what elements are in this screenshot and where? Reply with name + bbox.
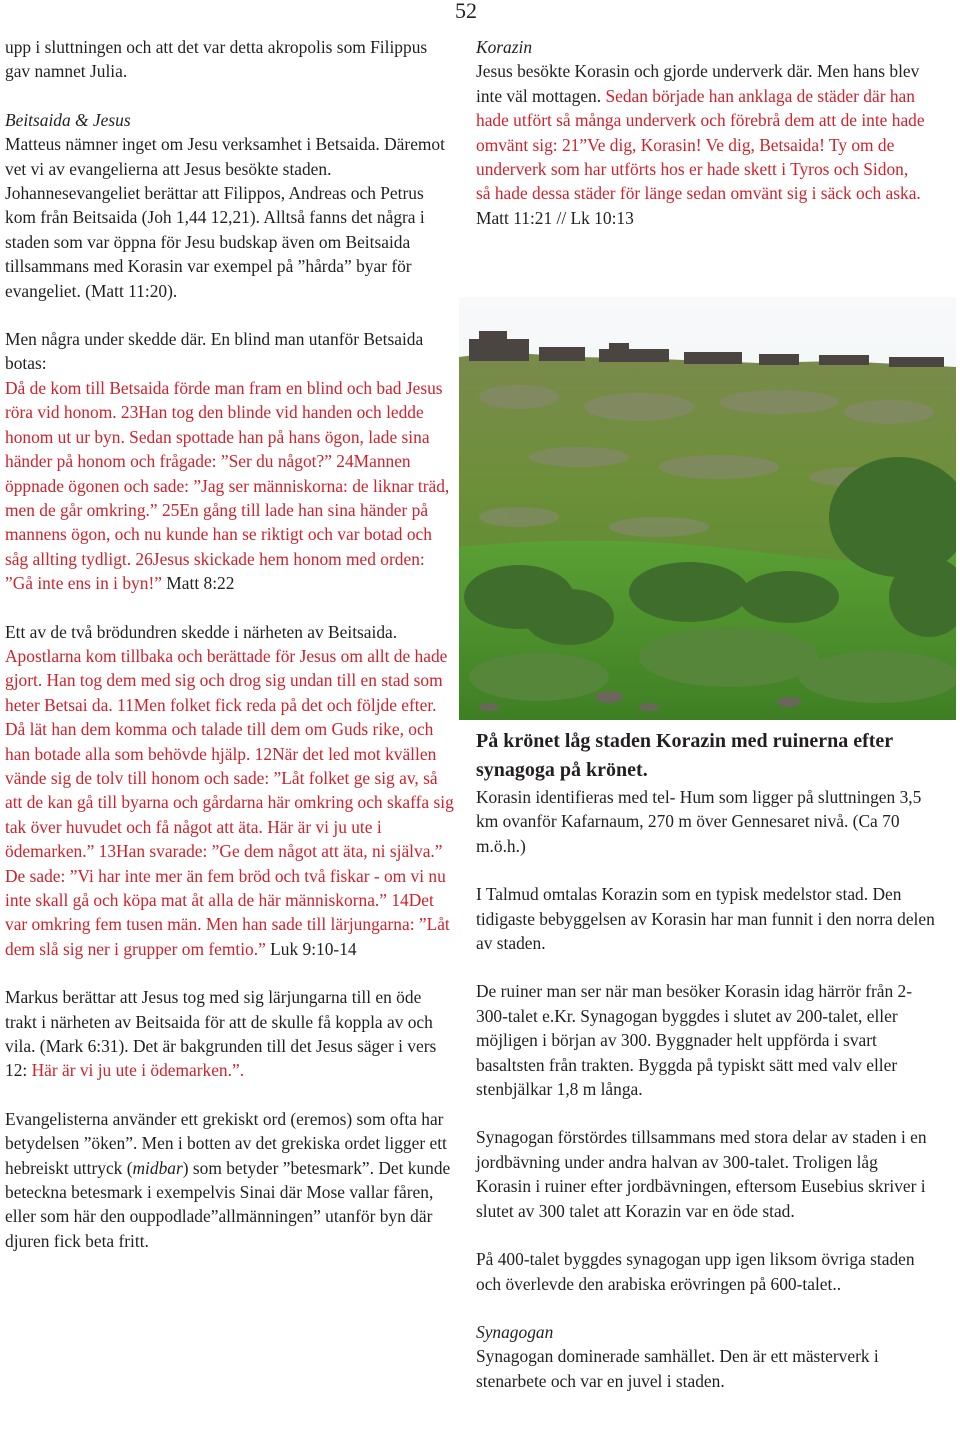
heading-korazin: Korazin xyxy=(476,37,533,57)
quote-wilderness: Här är vi ju ute i ödemarken.”. xyxy=(31,1060,245,1081)
eremos-text-b: ) som betyder ”betesmark”. Det kunde beteckna betesmark i exempelvis Sinai där Mose vallar fåren, eller som här den ouppodlade”allmänningen” utanför byn där djuren fick beta fritt. xyxy=(5,1157,451,1251)
hillside-illustration xyxy=(459,297,956,720)
paragraph-synagogan: Synagogan dominerade samhället. Den är ett mästerverk i stenarbete och var en juvel i staden. xyxy=(476,1346,879,1391)
paragraph-talmud: I Talmud omtalas Korazin som en typisk medelstor stad. Den tidigaste bebyggelsen av Korasin har man funnit i den norra delen av staden. xyxy=(476,884,935,954)
mark-text: Markus berättar att Jesus tog med sig lärjungarna till en öde trakt i närheten av Beitsaida för att de skulle få koppla av och vila. (Mark 6:31). Det är bakgrunden till det Jesus säger i vers 12: xyxy=(5,987,437,1081)
ref-luk-9-10: Luk 9:10-14 xyxy=(265,938,357,959)
paragraph-akropolis: upp i sluttningen och att det var detta akropolis som Filippus gav namnet Julia. xyxy=(5,37,428,82)
eremos-text-a: Evangelisterna använder ett grekiskt ord (eremos) som ofta har betydelsen ”öken”. Men i botten av det grekiska ordet ligger ett hebreiskt uttryck ( xyxy=(5,1108,447,1178)
quote-woe: Sedan började han anklaga de städer där han hade utfört så många underverk och förebrå dem att de inte hade omvänt sig: 21”Ve dig, Korasin! Ve dig, Betsaida! Ty om de underverk som har utförts hos er hade skett i Tyros och Sidon, så hade dessa städer för länge sedan omvänt sig i säck och aska. xyxy=(476,85,925,204)
ref-matt-8-22: Matt 8:22 xyxy=(161,573,235,594)
paragraph-mark xyxy=(5,985,455,1083)
paragraph-ruins: De ruiner man ser när man besöker Korasin idag härrör från 2-300-talet e.Kr. Synagogan byggdes i slutet av 200-talet, eller möjligen i början av 300. Byggnader helt uppförda i svart basaltsten från trakten. Byggda på typiskt sätt med valv eller stenbjälkar 1,8 m långa. xyxy=(476,981,913,1100)
paragraph-eremos xyxy=(5,1107,455,1253)
page-number: 52 xyxy=(455,0,477,23)
right-column-top xyxy=(476,35,926,230)
right-column-bottom xyxy=(476,727,936,1393)
photo-caption: På krönet låg staden Korazin med ruinerna efter synagoga på krönet. xyxy=(476,730,893,781)
paragraph-earthquake: Synagogan förstördes tillsammans med stora delar av staden i en jordbävning under andra halvan av 300-talet. Troligen låg Korasin i ruiner efter jordbävningen, eftersom Eusebius skriver i slutet av 300 talet att Korazin var en öde stad. xyxy=(476,1127,927,1221)
paragraph-beitsaida: Matteus nämner inget om Jesu verksamhet i Betsaida. Däremot vet vi av evangelierna att Jesus besökte staden. Johannesevangeliet berättar att Filippos, Andreas och Petrus kom från Beitsaida (Joh 1,44 12,21). Alltså fanns det några i staden som var öppna för Jesu budskap även om Beitsaida tillsammans med Korasin var exempel på ”hårda” byar för evangeliet. (Matt 11:20). xyxy=(5,134,445,301)
ref-matt-11-21: Matt 11:21 // Lk 10:13 xyxy=(476,207,634,228)
heading-beitsaida: Beitsaida & Jesus xyxy=(5,109,131,130)
paragraph-bread-miracle-lead: Ett av de två brödundren skedde i närheten av Beitsaida. xyxy=(5,621,398,642)
paragraph-blind-man-lead: Men några under skedde där. En blind man utanför Betsaida botas: xyxy=(5,329,424,374)
paragraph-blind-man xyxy=(5,376,455,596)
heading-synagogan: Synagogan xyxy=(476,1321,554,1342)
paragraph-identification: Korasin identifieras med tel- Hum som ligger på sluttningen 3,5 km ovanför Kafarnaum, 270 m över Gennesaret nivå. (Ca 70 m.ö.h.) xyxy=(476,787,922,856)
word-midbar: midbar xyxy=(132,1157,183,1178)
left-column xyxy=(5,35,455,1253)
quote-blind-man: Då de kom till Betsaida förde man fram en blind och bad Jesus röra vid honom. 23Han tog den blinde vid handen och ledde honom ut ur byn. Sedan spottade han på hans ögon, lade sina händer på honom och frågade: ”Ser du något?” 24Mannen öppnade ögonen och sade: ”Jag ser människorna: de liknar träd, men de går omkring.” 25En gång till lade han sina händer på mannens ögon, och nu kunde han se riktigt och var botad och såg allting tydligt. 26Jesus skickade hem honom med orden: ”Gå inte ens in i byn!” xyxy=(5,377,450,594)
paragraph-korazin xyxy=(476,59,926,230)
paragraph-rebuilt: På 400-talet byggdes synagogan upp igen liksom övriga staden och överlevde den arabiska erövringen på 600-talet.. xyxy=(476,1249,915,1294)
korazin-hillside-photo xyxy=(459,297,956,720)
korazin-intro: Jesus besökte Korasin och gjorde underverk där. Men hans blev inte väl mottagen. xyxy=(476,61,920,106)
quote-bread-miracle: Apostlarna kom tillbaka och berättade för Jesus om allt de hade gjort. Han tog dem med sig och drog sig undan till en stad som heter Betsai da. 11Men folket fick reda på det och följde efter. Då lät han dem komma och talade till dem om Guds rike, och han botade alla som behövde hjälp. 12När det led mot kvällen vände sig de tolv till honom och sade: ”Låt folket ge sig av, så att de kan gå till byarna och gårdarna här omkring och skaffa sig tak över huvudet och få något att äta. Här är vi ju ute i ödemarken.” 13Han svarade: ”Ge dem något att äta, ni själva.” De sade: ”Vi har inte mer än fem bröd och två fiskar - om vi nu inte skall gå och köpa mat åt alla de här människorna.” 14Det var omkring fem tusen män. Men han sade till lärjungarna: ”Låt dem slå sig ner i grupper om femtio.” xyxy=(5,645,454,959)
paragraph-bread-miracle xyxy=(5,644,455,961)
